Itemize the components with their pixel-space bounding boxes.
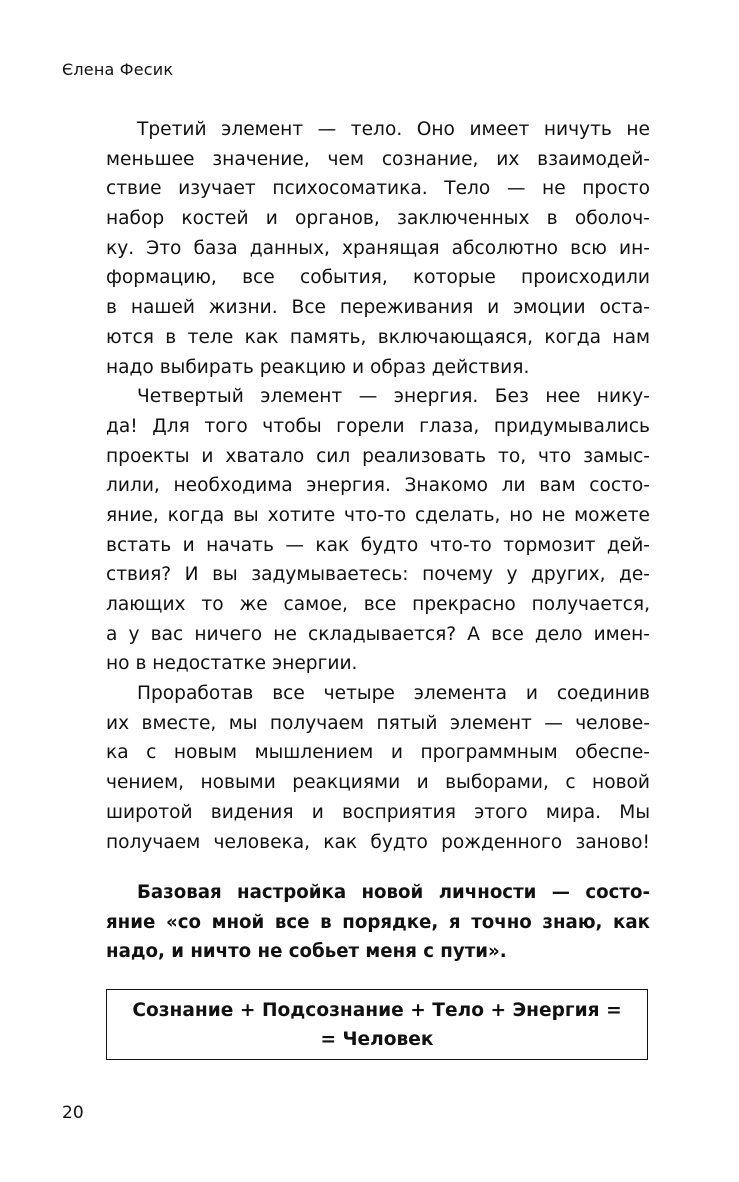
text-line: ются в теле как память, включающаяся, когда нам bbox=[106, 326, 650, 348]
running-head: Єлена Фесик bbox=[62, 60, 174, 79]
text-line: их вместе, мы получаем пятый элемент — челове- bbox=[106, 712, 650, 734]
text-line: формацию, все события, которые происходили bbox=[106, 267, 650, 289]
text-line: широтой видения и восприятия этого мира. Мы bbox=[106, 801, 650, 823]
text-line: но в недостатке энергии. bbox=[106, 653, 358, 675]
text-line: ка с новым мышлением и программным обеспе- bbox=[106, 742, 650, 764]
text-line: Третий элемент — тело. Оно имеет ничуть не bbox=[137, 119, 650, 140]
formula-line-2: = Человек bbox=[320, 1028, 434, 1050]
bold-line: надо, и ничто не собьет меня с пути». bbox=[106, 941, 507, 963]
bold-line: Базовая настройка новой личности — состо- bbox=[137, 882, 650, 903]
text-line: получаем человека, как будто рожденного заново! bbox=[106, 831, 650, 853]
text-line: меньшее значение, чем сознание, их взаимодей- bbox=[106, 148, 650, 170]
text-line: да! Для того чтобы горели глаза, придумывались bbox=[106, 415, 650, 437]
text-line: а у вас ничего не складывается? А все дело имен- bbox=[106, 623, 650, 645]
text-line: лающих то же самое, все прекрасно получается, bbox=[106, 594, 650, 615]
text-line: ствия? И вы задумываетесь: почему у других, де- bbox=[106, 564, 650, 586]
text-line: Четвертый элемент — энергия. Без нее нику- bbox=[137, 386, 650, 408]
text-line: лили, необходима энергия. Знакомо ли вам состо- bbox=[106, 475, 650, 497]
bold-statement bbox=[106, 878, 650, 967]
body-text bbox=[106, 115, 650, 857]
text-line: надо выбирать реакцию и образ действия. bbox=[106, 356, 530, 378]
text-line: встать и начать — как будто что-то тормозит дей- bbox=[106, 534, 650, 556]
text-line: ствие изучает психосоматика. Тело — не просто bbox=[106, 178, 650, 200]
text-line: набор костей и органов, заключенных в оболоч- bbox=[106, 208, 650, 230]
formula-line-1: Сознание + Подсознание + Тело + Энергия = bbox=[132, 999, 622, 1021]
text-line: Проработав все четыре элемента и соединив bbox=[137, 683, 650, 705]
text-line: чением, новыми реакциями и выборами, с новой bbox=[106, 772, 650, 794]
text-line: ку. Это база данных, хранящая абсолютно всю ин- bbox=[106, 237, 650, 259]
page-number: 20 bbox=[62, 1103, 84, 1123]
formula-box bbox=[106, 989, 648, 1060]
text-line: проекты и хватало сил реализовать то, что замыс- bbox=[106, 445, 650, 467]
bold-line: яние «со мной все в порядке, я точно знаю, как bbox=[106, 911, 650, 933]
text-line: в нашей жизни. Все переживания и эмоции оста- bbox=[106, 297, 650, 319]
text-line: яние, когда вы хотите что-то сделать, но не можете bbox=[106, 504, 650, 526]
